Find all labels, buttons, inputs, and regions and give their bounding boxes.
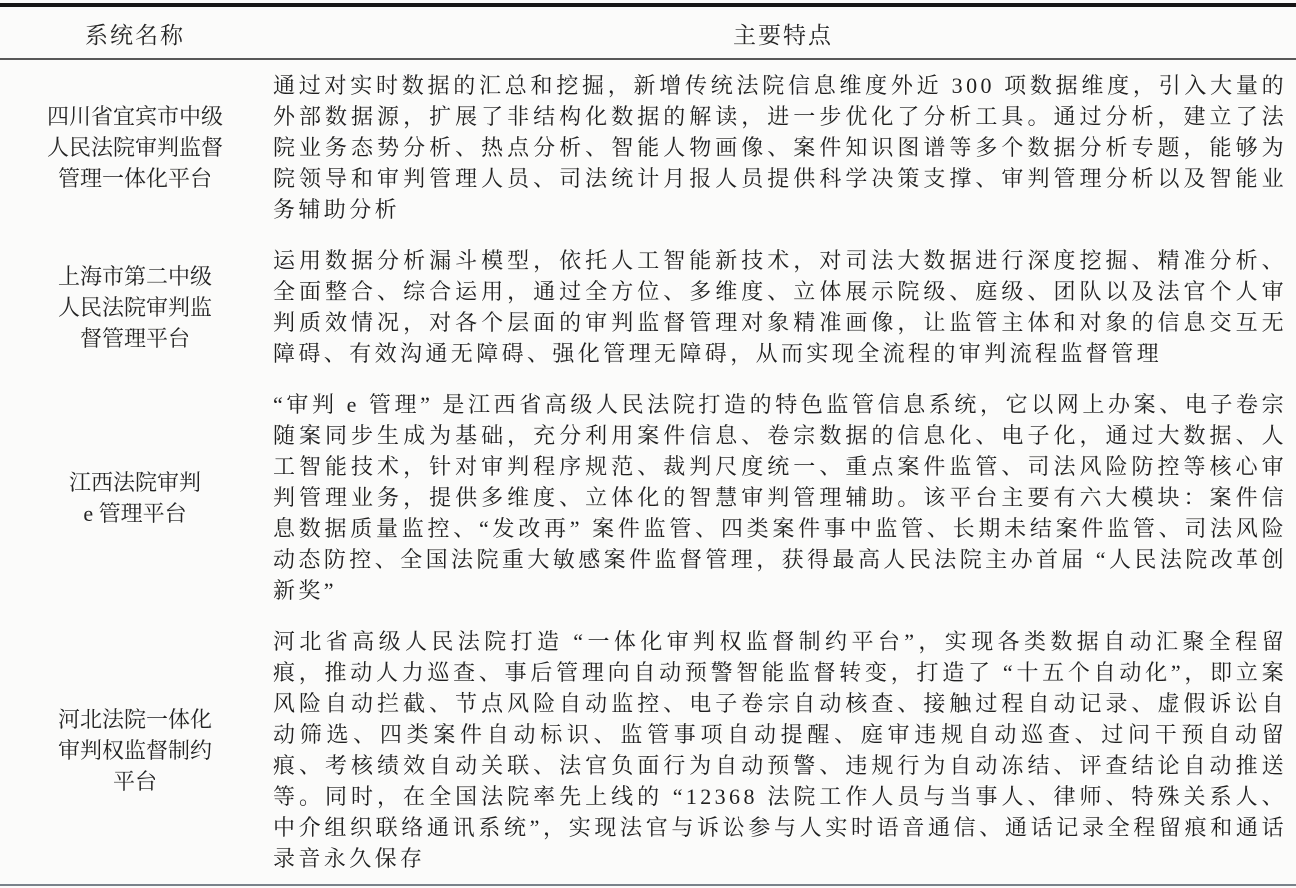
system-name-cell	[0, 59, 270, 235]
col-header-system-name: 系统名称	[0, 5, 270, 59]
system-name-line: 人民法院审判监督	[46, 135, 223, 160]
system-name-line: 督管理平台	[79, 325, 190, 351]
system-name-line: e 管理平台	[83, 500, 187, 526]
table-row	[0, 379, 1296, 616]
system-name-line: 四川省宜宾市中级	[46, 104, 223, 129]
table-row	[0, 59, 1296, 235]
table-row	[0, 616, 1296, 885]
system-name-cell	[0, 235, 270, 379]
system-name-line: 平台	[112, 768, 157, 794]
col-header-main-features: 主要特点	[270, 5, 1296, 59]
court-systems-table	[0, 3, 1296, 886]
system-name-cell	[0, 379, 270, 616]
system-name-cell	[0, 616, 270, 885]
features-cell: 运用数据分析漏斗模型，依托人工智能新技术，对司法大数据进行深度挖掘、精准分析、全面整合、综合运用，通过全方位、多维度、立体展示院级、庭级、团队以及法官个人审判质效情况，对各个层面的审判监督管理对象精准画像，让监管主体和对象的信息交互无障碍、有效沟通无障碍、强化管理无障碍，从而实现全流程的审判流程监督管理	[273, 248, 1287, 366]
system-name-line: 江西法院审判	[68, 469, 201, 495]
header-row	[0, 5, 1296, 59]
features-cell: 河北省高级人民法院打造 “一体化审判权监督制约平台”，实现各类数据自动汇聚全程留痕，推动人力巡查、事后管理向自动预警智能监督转变，打造了 “十五个自动化”，即立案风险自动拦截、节点风险自动监控、电子卷宗自动核查、接触过程自动记录、虚假诉讼自动筛选、四类案件自动标识、监管事项自动提醒、庭审违规自动巡查、过问干预自动留痕、考核绩效自动关联、法官负面行为自动预警、违规行为自动冻结、评查结论自动推送等。同时，在全国法院率先上线的 “12368 法院工作人员与当事人、律师、特殊关系人、中介组织联络通讯系统”，实现法官与诉讼参与人实时语音通信、通话记录全程留痕和通话录音永久保存	[273, 629, 1287, 871]
features-cell: “审判 e 管理” 是江西省高级人民法院打造的特色监管信息系统，它以网上办案、电子卷宗随案同步生成为基础，充分利用案件信息、卷宗数据的信息化、电子化，通过大数据、人工智能技术，针对审判程序规范、裁判尺度统一、重点案件监管、司法风险防控等核心审判管理业务，提供多维度、立体化的智慧审判管理辅助。该平台主要有六大模块：案件信息数据质量监控、“发改再” 案件监管、四类案件事中监管、长期未结案件监管、司法风险动态防控、全国法院重大敏感案件监督管理，获得最高人民法院主办首届 “人民法院改革创新奖”	[273, 392, 1287, 603]
system-name-line: 审判权监督制约	[57, 737, 212, 763]
system-name-line: 人民法院审判监	[57, 294, 212, 320]
system-name-line: 上海市第二中级	[57, 263, 212, 289]
system-name-line: 河北法院一体化	[57, 706, 212, 732]
table-row	[0, 235, 1296, 379]
system-name-line: 管理一体化平台	[57, 166, 212, 191]
features-cell: 通过对实时数据的汇总和挖掘，新增传统法院信息维度外近 300 项数据维度，引入大量的外部数据源，扩展了非结构化数据的解读，进一步优化了分析工具。通过分析，建立了法院业务态势分析、热点分析、智能人物画像、案件知识图谱等多个数据分析专题，能够为院领导和审判管理人员、司法统计月报人员提供科学决策支撑、审判管理分析以及智能业务辅助分析	[273, 73, 1287, 222]
